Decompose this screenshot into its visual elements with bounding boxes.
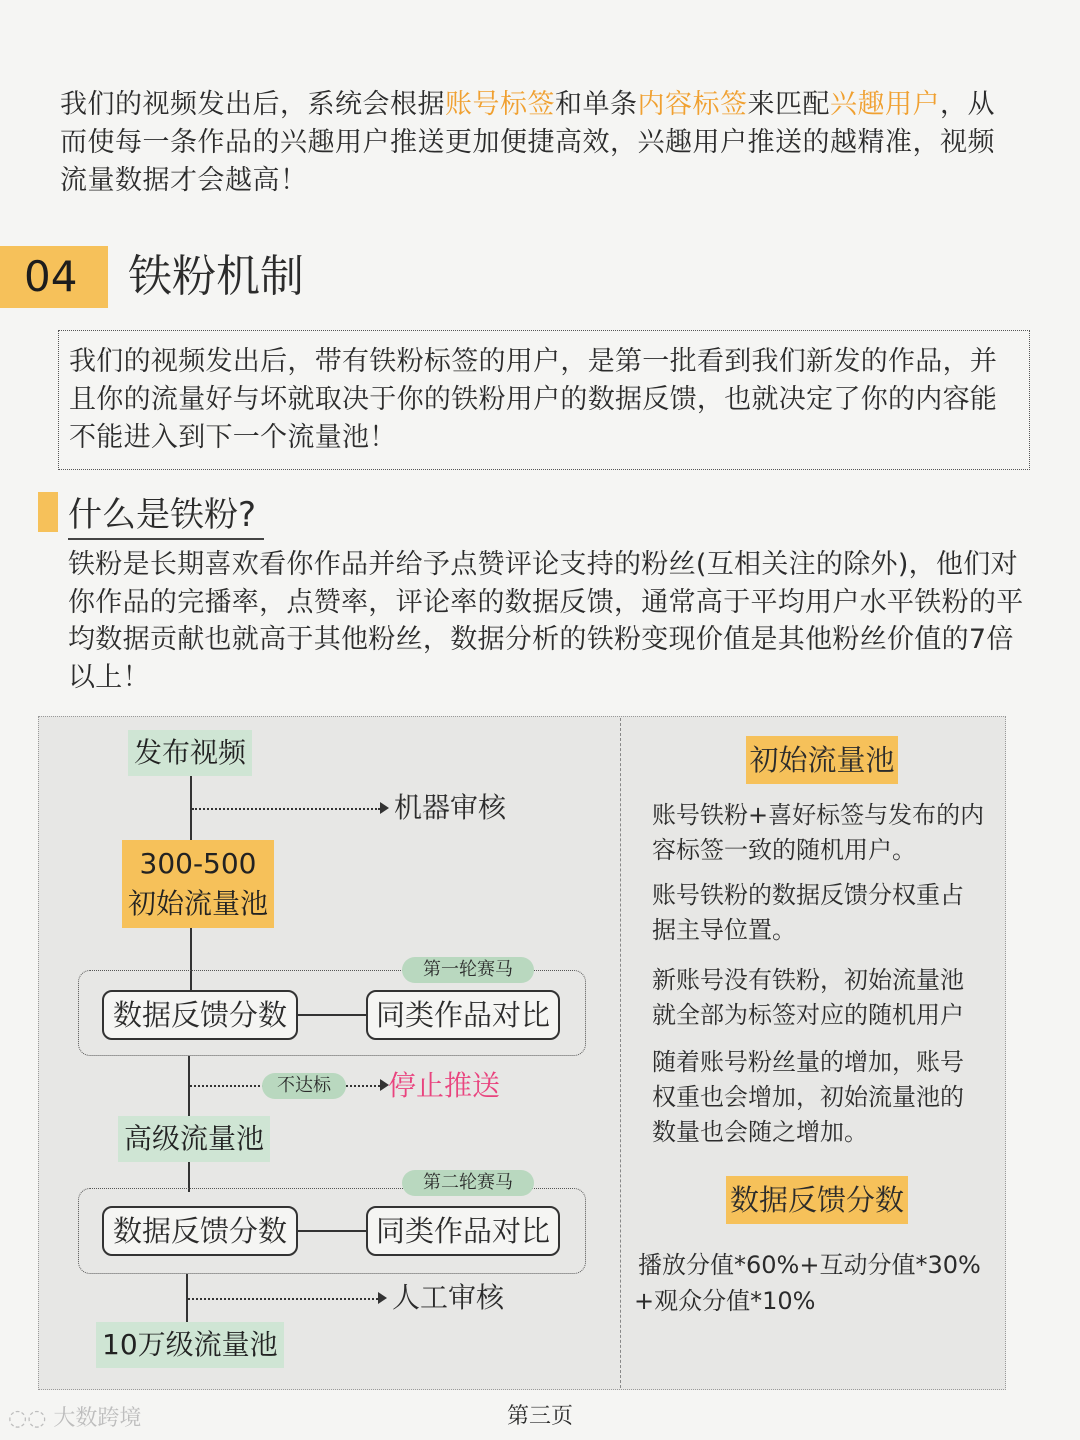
intro-text-3: 来匹配: [747, 89, 830, 120]
compare-box-2: 同类作品对比: [366, 1206, 560, 1256]
panel-divider: [620, 718, 621, 1388]
watermark: [8, 1404, 141, 1434]
feedback-score-box-2: 数据反馈分数: [102, 1206, 298, 1256]
interest-user-highlight: 兴趣用户: [830, 89, 940, 120]
machine-review-label: 机器审核: [394, 791, 507, 824]
initial-pool-count: 300-500: [139, 847, 257, 880]
feedback-score-box-1: 数据反馈分数: [102, 990, 298, 1040]
arrow-icon: [380, 802, 389, 814]
initial-pool-desc-2: 账号铁粉的数据反馈分权重占据主导位置。: [652, 881, 964, 944]
initial-pool-desc-3: 新账号没有铁粉，初始流量池就全部为标签对应的随机用户: [652, 966, 964, 1029]
watermark-text: 大数跨境: [53, 1406, 142, 1431]
flow-connector: [298, 1014, 366, 1016]
flow-connector: [298, 1230, 366, 1232]
intro-text-4: ，从而使每一条作品的兴趣用户推送更加便捷高效，兴趣用户推送的越精准，视频流量数据才会越高！: [60, 89, 995, 196]
pool-100k-node: 10万级流量池: [96, 1322, 284, 1368]
watermark-logo-icon: ◌◌: [8, 1406, 54, 1431]
feedback-formula-line-2: +观众分值*10%: [634, 1287, 816, 1315]
section-number: 04: [0, 246, 108, 308]
section-heading: [0, 246, 1080, 308]
round-1-badge: 第一轮赛马: [402, 957, 534, 983]
round-2-badge: 第二轮赛马: [402, 1170, 534, 1196]
initial-pool-label: 初始流量池: [127, 887, 268, 920]
feedback-score-heading: 数据反馈分数: [726, 1176, 908, 1224]
section-title: 铁粉机制: [128, 251, 304, 302]
compare-box-1: 同类作品对比: [366, 990, 560, 1040]
intro-text-1: 我们的视频发出后，系统会根据: [60, 89, 445, 120]
initial-pool-heading: 初始流量池: [746, 736, 898, 784]
intro-text-2: 和单条: [555, 89, 638, 120]
initial-pool-node: [122, 840, 274, 928]
stop-push-label: 停止推送: [388, 1069, 501, 1102]
feedback-formula-line-1: 播放分值*60%+互动分值*30%: [638, 1251, 981, 1279]
publish-video-node: 发布视频: [128, 730, 252, 776]
not-pass-badge: 不达标: [262, 1073, 346, 1099]
manual-review-label: 人工审核: [392, 1281, 505, 1314]
content-tag-highlight: 内容标签: [637, 89, 748, 120]
account-tag-highlight: 账号标签: [445, 89, 555, 120]
initial-pool-desc-1: 账号铁粉+喜好标签与发布的内容标签一致的随机用户。: [652, 801, 985, 864]
question-body: 铁粉是长期喜欢看你作品并给予点赞评论支持的粉丝(互相关注的除外)，他们对你作品的完播率，点赞率，评论率的数据反馈，通常高于平均用户水平铁粉的平均数据贡献也就高于其他粉丝，数据分析的铁粉变现价值是其他粉丝价值的7倍以上！: [68, 549, 1024, 693]
question-title: 什么是铁粉?: [68, 492, 264, 540]
advanced-pool-node: 高级流量池: [118, 1116, 270, 1162]
page-footer: 第三页: [506, 1404, 573, 1429]
question-accent-bar: [38, 492, 58, 532]
flow-connector: [192, 808, 380, 810]
initial-pool-desc-4: 随着账号粉丝量的增加，账号权重也会增加，初始流量池的数量也会随之增加。: [652, 1048, 964, 1146]
note-box: 我们的视频发出后，带有铁粉标签的用户，是第一批看到我们新发的作品，并且你的流量好与坏就取决于你的铁粉用户的数据反馈，也就决定了你的内容能不能进入到下一个流量池！: [58, 330, 1030, 470]
intro-paragraph: [60, 86, 1020, 200]
arrow-icon: [378, 1292, 387, 1304]
flow-connector: [188, 1298, 378, 1300]
flow-connector: [188, 1056, 190, 1118]
